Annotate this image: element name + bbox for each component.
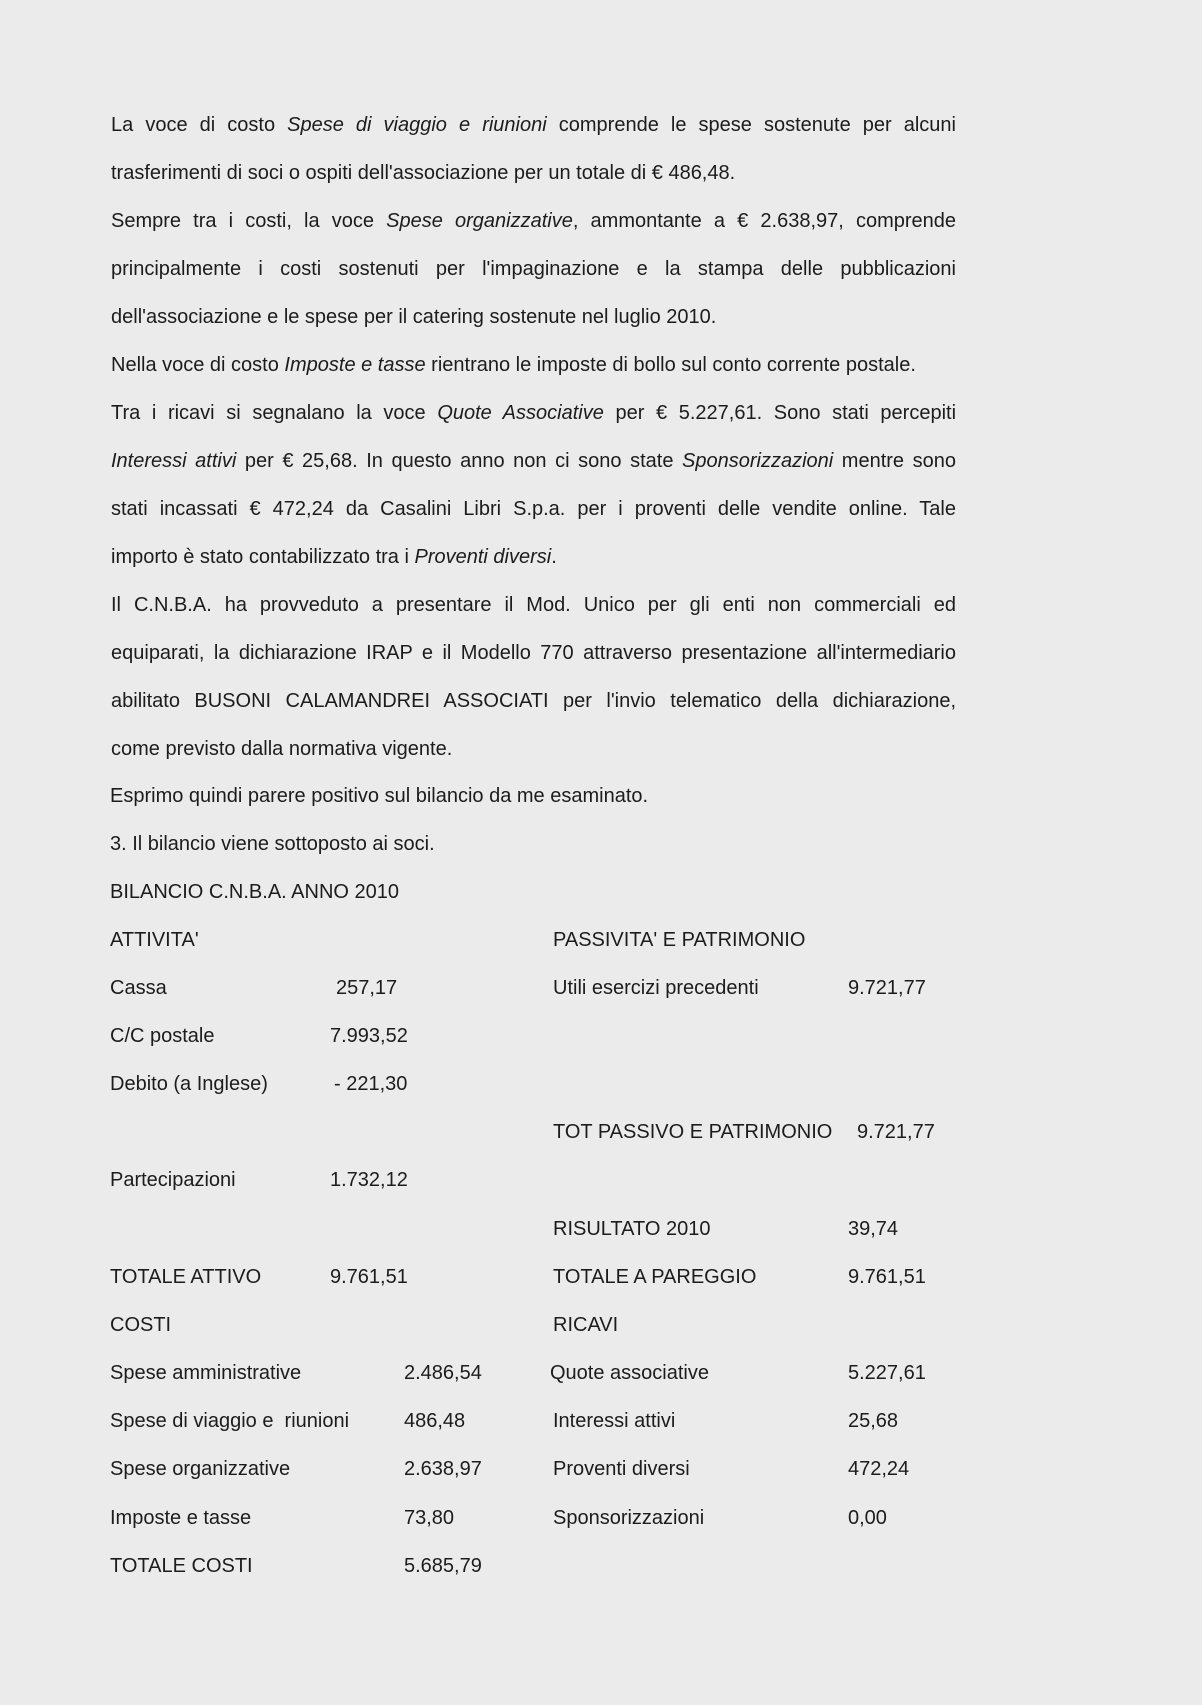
- costi-row-label: Spese organizzative: [110, 1458, 291, 1480]
- debito-value: - 221,30: [334, 1073, 408, 1095]
- tot-passivo-label: TOT PASSIVO E PATRIMONIO: [553, 1121, 833, 1143]
- text-line: importo è stato contabilizzato tra i Proventi diversi.: [111, 546, 557, 568]
- text-line: Interessi attivi per € 25,68. In questo anno non ci sono state Sponsorizzazioni mentre sono: [111, 450, 957, 472]
- ricavi-row-value: 25,68: [848, 1410, 899, 1432]
- costi-row-value: 73,80: [404, 1507, 455, 1529]
- ricavi-row-label: Sponsorizzazioni: [553, 1507, 705, 1529]
- text-line: Tra i ricavi si segnalano la voce Quote Associative per € 5.227,61. Sono stati percepiti: [111, 402, 957, 424]
- ricavi-row-label: Interessi attivi: [553, 1410, 676, 1432]
- balance-title: BILANCIO C.N.B.A. ANNO 2010: [110, 881, 399, 903]
- text-line: Nella voce di costo Imposte e tasse rientrano le imposte di bollo sul conto corrente postale.: [111, 354, 916, 376]
- costi-row-label: Spese di viaggio e riunioni: [110, 1410, 350, 1432]
- cassa-value: 257,17: [336, 977, 398, 999]
- text-line: dell'associazione e le spese per il catering sostenute nel luglio 2010.: [111, 306, 717, 328]
- paragraph-organizational-costs: [111, 197, 956, 341]
- text-line: come previsto dalla normativa vigente.: [111, 738, 453, 760]
- paragraph-travel-costs: [111, 101, 956, 197]
- costi-row-label: Spese amministrative: [110, 1362, 302, 1384]
- attivita-header: ATTIVITA': [110, 929, 199, 951]
- ricavi-row-label: Quote associative: [550, 1362, 709, 1384]
- partecipazioni-label: Partecipazioni: [110, 1169, 236, 1191]
- totale-attivo-label: TOTALE ATTIVO: [110, 1266, 262, 1288]
- text-line: La voce di costo Spese di viaggio e riunioni comprende le spese sostenute per alcuni: [111, 114, 956, 136]
- utili-value: 9.721,77: [848, 977, 926, 999]
- cassa-label: Cassa: [110, 977, 167, 999]
- costi-row-value: 2.486,54: [404, 1362, 482, 1384]
- text-line: principalmente i costi sostenuti per l'impaginazione e la stampa delle pubblicazioni: [111, 258, 956, 280]
- cc-postale-value: 7.993,52: [330, 1025, 408, 1047]
- ricavi-row-value: 5.227,61: [848, 1362, 926, 1384]
- costi-row-value: 2.638,97: [404, 1458, 482, 1480]
- partecipazioni-value: 1.732,12: [330, 1169, 408, 1191]
- cc-postale-label: C/C postale: [110, 1025, 215, 1047]
- paragraph-taxes: [111, 341, 956, 389]
- risultato-label: RISULTATO 2010: [553, 1218, 711, 1240]
- tot-passivo-value: 9.721,77: [857, 1121, 935, 1143]
- costi-row-label: Imposte e tasse: [110, 1507, 252, 1529]
- debito-label: Debito (a Inglese): [110, 1073, 268, 1095]
- ricavi-header: RICAVI: [553, 1314, 619, 1336]
- paragraph-tax-filings: [111, 581, 956, 773]
- utili-label: Utili esercizi precedenti: [553, 977, 759, 999]
- pareggio-label: TOTALE A PAREGGIO: [553, 1266, 757, 1288]
- paragraph-revenues: [111, 389, 956, 581]
- statement-approval: Esprimo quindi parere positivo sul bilancio da me esaminato.: [110, 785, 649, 807]
- passivita-header: PASSIVITA' E PATRIMONIO: [553, 929, 806, 951]
- ricavi-row-label: Proventi diversi: [553, 1458, 690, 1480]
- text-line: stati incassati € 472,24 da Casalini Libri S.p.a. per i proventi delle vendite online. Tale: [111, 498, 956, 520]
- text-line: Sempre tra i costi, la voce Spese organizzative, ammontante a € 2.638,97, comprende: [111, 210, 957, 232]
- ricavi-row-value: 0,00: [848, 1507, 887, 1529]
- text-line: Il C.N.B.A. ha provveduto a presentare il Mod. Unico per gli enti non commerciali ed: [111, 594, 956, 616]
- totale-attivo-value: 9.761,51: [330, 1266, 408, 1288]
- text-line: abilitato BUSONI CALAMANDREI ASSOCIATI per l'invio telematico della dichiarazione,: [111, 690, 956, 712]
- text-line: trasferimenti di soci o ospiti dell'associazione per un totale di € 486,48.: [111, 162, 736, 184]
- costi-row-value: 486,48: [404, 1410, 466, 1432]
- pareggio-value: 9.761,51: [848, 1266, 926, 1288]
- totale-costi-value: 5.685,79: [404, 1555, 482, 1577]
- costi-header: COSTI: [110, 1314, 172, 1336]
- text-line: equiparati, la dichiarazione IRAP e il Modello 770 attraverso presentazione all'intermediario: [111, 642, 956, 664]
- totale-costi-label: TOTALE COSTI: [110, 1555, 253, 1577]
- ricavi-row-value: 472,24: [848, 1458, 910, 1480]
- risultato-value: 39,74: [848, 1218, 899, 1240]
- statement-submission: 3. Il bilancio viene sottoposto ai soci.: [110, 833, 435, 855]
